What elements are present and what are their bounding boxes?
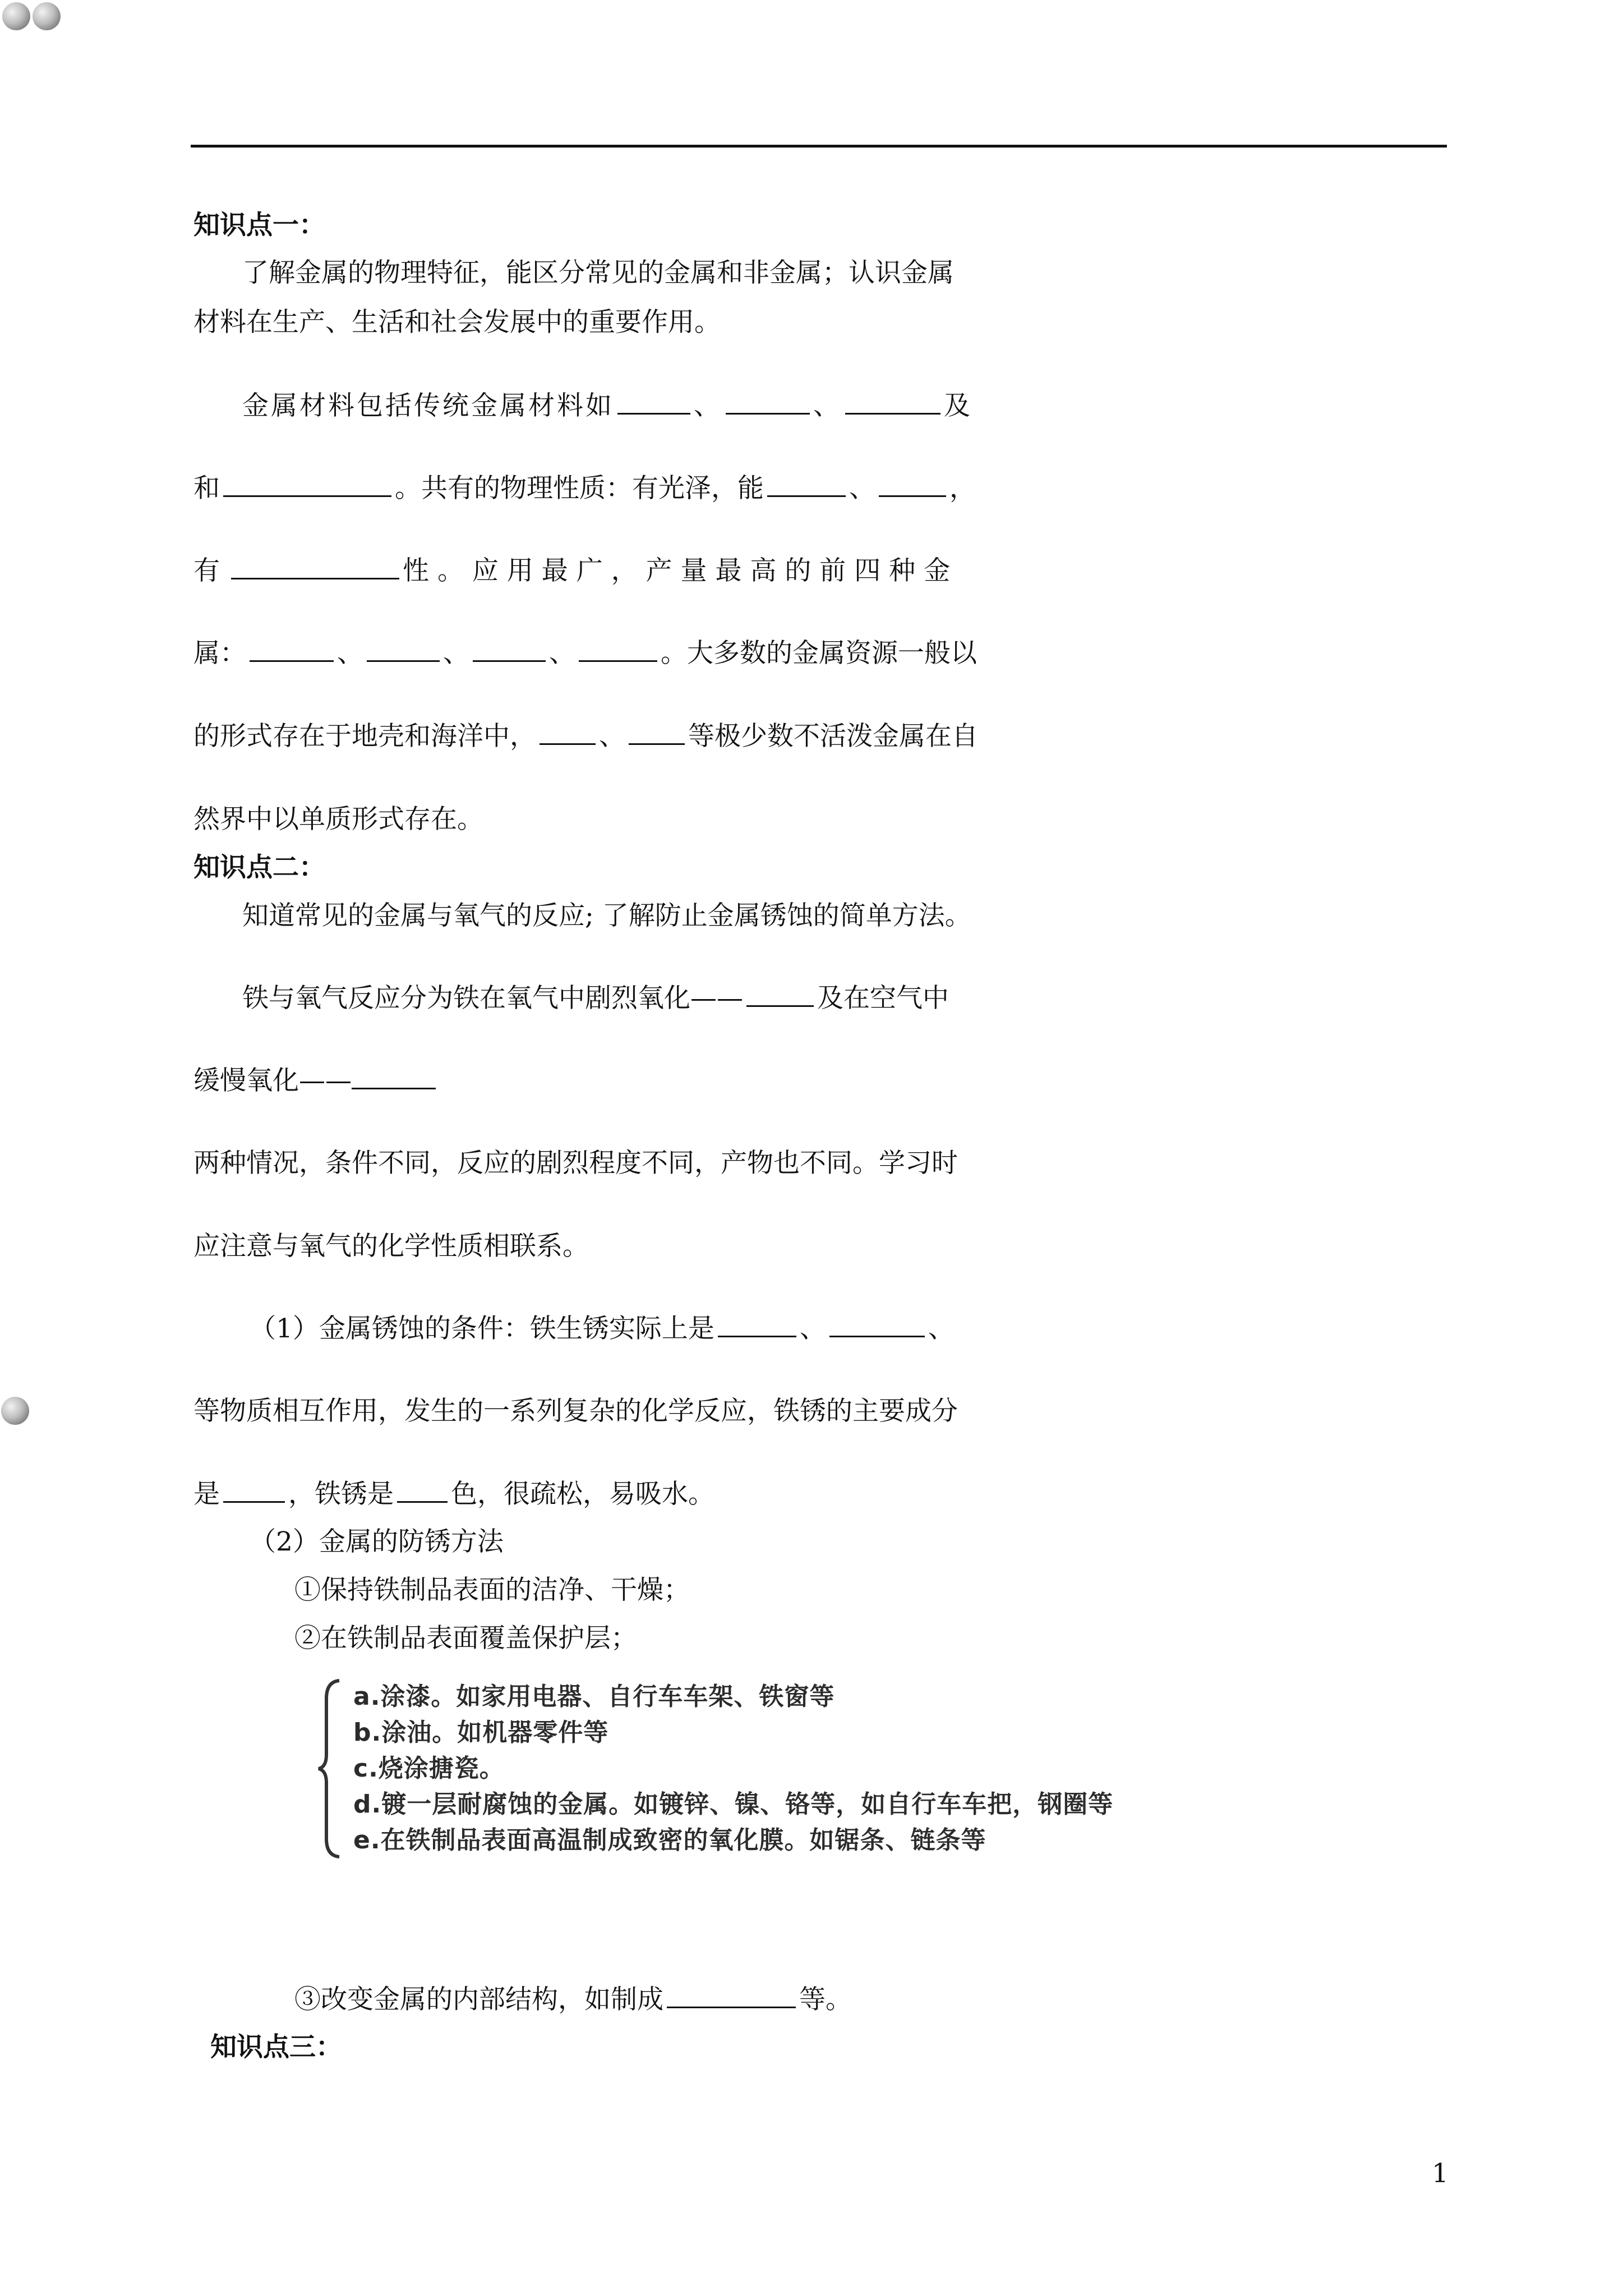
k2-para-line1: 铁与氧气反应分为铁在氧气中剧烈氧化—— 及在空气中 <box>242 983 949 1014</box>
decorative-dot-icon <box>2 2 30 30</box>
rust-prevention-method-2: ②在铁制品表面覆盖保护层； <box>294 1623 637 1654</box>
k2-intro: 知道常见的金属与氧气的反应; 了解防止金属锈蚀的简单方法。 <box>242 900 971 931</box>
k1-para-line2: 和 。共有的物理性质：有光泽，能 、 ， <box>193 473 976 504</box>
brace-icon <box>314 1676 348 1861</box>
rust-condition-line2: 等物质相互作用，发生的一系列复杂的化学反应，铁锈的主要成分 <box>193 1396 958 1427</box>
k1-para-line5: 的形式存在于地壳和海洋中， 、 等极少数不活泼金属在自 <box>193 721 978 752</box>
list-item: a.涂漆。如家用电器、自行车车架、铁窗等 <box>353 1682 835 1711</box>
fill-blank[interactable] <box>250 638 334 662</box>
fill-blank[interactable] <box>667 1984 796 2008</box>
k1-para-line4: 属： 、 、 、 。大多数的金属资源一般以 <box>193 638 977 669</box>
section-heading-3: 知识点三： <box>210 2032 342 2063</box>
k1-intro-line1: 了解金属的物理特征，能区分常见的金属和非金属；认识金属 <box>242 257 954 288</box>
fill-blank[interactable] <box>223 1479 285 1503</box>
section-heading-2: 知识点二： <box>193 852 325 883</box>
k1-para-line3: 有 性 。 应 用 最 广 ， 产 量 最 高 的 前 四 种 金 <box>193 555 951 586</box>
k2-para-line2: 缓慢氧化—— <box>193 1064 439 1098</box>
list-item: b.涂油。如机器零件等 <box>353 1718 609 1747</box>
k2-para-line3: 两种情况，条件不同，反应的剧烈程度不同，产物也不同。学习时 <box>193 1148 958 1179</box>
decorative-dot-icon <box>1 1397 29 1425</box>
fill-blank[interactable] <box>726 390 810 415</box>
fill-blank[interactable] <box>397 1479 448 1503</box>
header-rule <box>191 145 1447 148</box>
k1-intro-line2: 材料在生产、生活和社会发展中的重要作用。 <box>193 307 721 338</box>
fill-blank[interactable] <box>718 1313 796 1337</box>
section-heading-1: 知识点一： <box>193 210 325 241</box>
fill-blank[interactable] <box>473 638 546 662</box>
rust-prevention-method-1: ①保持铁制品表面的洁净、干燥； <box>294 1575 690 1605</box>
fill-blank[interactable] <box>617 390 690 415</box>
fill-blank[interactable] <box>829 1313 925 1337</box>
decorative-dot-icon <box>33 2 61 30</box>
fill-blank[interactable] <box>845 390 940 415</box>
fill-blank[interactable] <box>879 473 946 497</box>
page-number: 1 <box>1432 2158 1449 2189</box>
rust-condition-line3: 是 ，铁锈是 色，很疏松，易吸水。 <box>193 1479 714 1510</box>
k1-para-line1: 金属材料包括传统金属材料如 、 、 及 <box>242 390 972 421</box>
fill-blank[interactable] <box>579 638 657 662</box>
rust-prevention-method-3: ③改变金属的内部结构，如制成 等。 <box>294 1984 852 2015</box>
fill-blank[interactable] <box>223 473 391 497</box>
fill-blank[interactable] <box>629 721 685 745</box>
list-item: c.烧涂搪瓷。 <box>353 1754 505 1783</box>
fill-blank[interactable] <box>352 1065 436 1089</box>
k1-para-line6: 然界中以单质形式存在。 <box>193 804 483 835</box>
fill-blank[interactable] <box>746 983 814 1007</box>
rust-prevention-heading: （2）金属的防锈方法 <box>250 1526 504 1557</box>
list-item: e.在铁制品表面高温制成致密的氧化膜。如锯条、链条等 <box>353 1826 986 1855</box>
fill-blank[interactable] <box>767 473 846 497</box>
k2-para-line4: 应注意与氧气的化学性质相联系。 <box>193 1231 589 1262</box>
fill-blank[interactable] <box>231 555 399 579</box>
fill-blank[interactable] <box>367 638 440 662</box>
rust-condition-line1: （1）金属锈蚀的条件：铁生锈实际上是 、 、 <box>250 1313 955 1344</box>
fill-blank[interactable] <box>540 721 596 745</box>
list-item: d.镀一层耐腐蚀的金属。如镀锌、镍、铬等，如自行车车把，钢圈等 <box>353 1790 1114 1819</box>
